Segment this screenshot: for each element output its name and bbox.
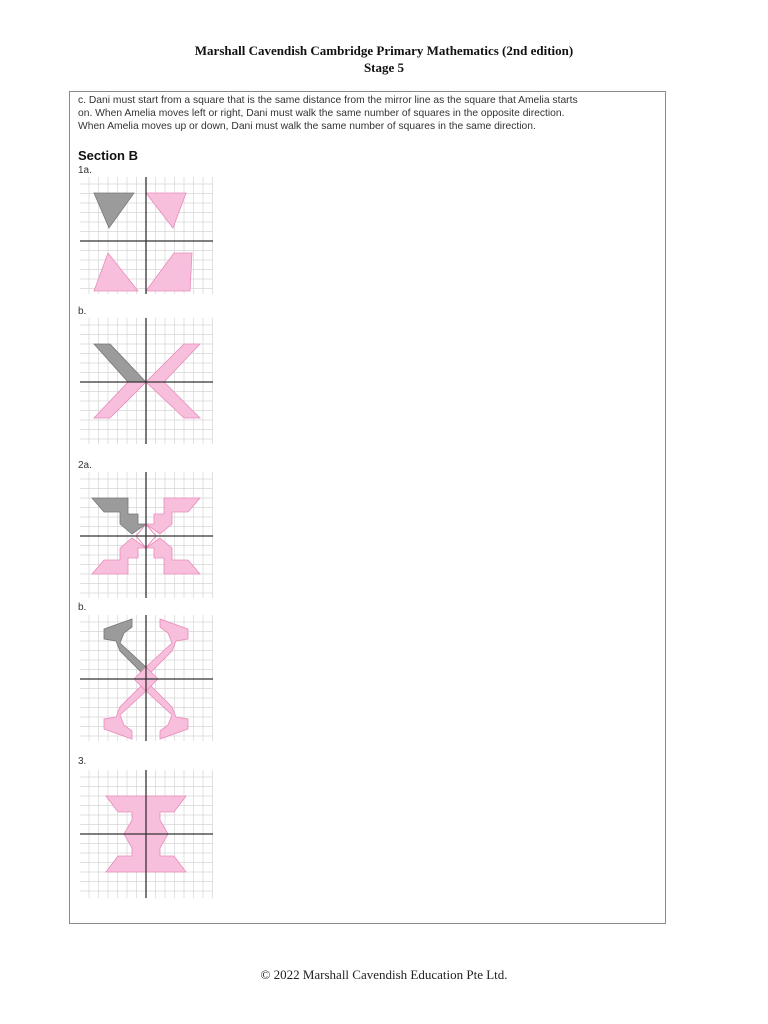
stage-label: Stage 5 bbox=[363, 60, 405, 75]
reflected-shape bbox=[104, 685, 146, 739]
original-shape bbox=[94, 193, 134, 228]
section-title: Section B bbox=[78, 148, 138, 163]
figure-label-2a: 2a. bbox=[78, 460, 92, 471]
reflected-shape bbox=[146, 685, 188, 739]
part-c-line: When Amelia moves up or down, Dani must walk the same number of squares in the same direction. bbox=[78, 121, 536, 132]
part-c-line: c. Dani must start from a square that is the same distance from the mirror line as the square that Amelia starts bbox=[78, 95, 578, 106]
reflected-shape bbox=[146, 498, 200, 534]
figure-label-2b: b. bbox=[78, 602, 87, 613]
part-c-answer bbox=[78, 94, 658, 133]
original-shape bbox=[104, 619, 146, 673]
part-c-line: on. When Amelia moves left or right, Dani must walk the same number of squares in the opposite direction. bbox=[78, 108, 565, 119]
figure-1a-grid bbox=[80, 177, 213, 294]
page-header bbox=[0, 42, 768, 76]
original-shape bbox=[92, 498, 146, 534]
reflected-shape bbox=[146, 619, 188, 673]
figure-3-grid bbox=[80, 770, 213, 898]
reflected-shape bbox=[146, 253, 192, 291]
book-title: Marshall Cavendish Cambridge Primary Mathematics (2nd edition) bbox=[194, 43, 574, 58]
figure-label-3: 3. bbox=[78, 756, 87, 767]
reflected-shape bbox=[94, 382, 146, 418]
reflected-shape bbox=[146, 538, 200, 574]
figure-2a-grid bbox=[80, 472, 213, 598]
copyright-footer: © 2022 Marshall Cavendish Education Pte Ltd. bbox=[260, 967, 508, 982]
reflected-shape bbox=[146, 193, 186, 228]
figure-label-1b: b. bbox=[78, 306, 87, 317]
figure-2b-grid bbox=[80, 615, 213, 741]
reflected-shape bbox=[146, 382, 200, 418]
figure-1b-grid bbox=[80, 318, 213, 444]
reflected-shape bbox=[94, 253, 138, 291]
figure-label-1a: 1a. bbox=[78, 165, 92, 176]
reflected-shape bbox=[92, 538, 146, 574]
